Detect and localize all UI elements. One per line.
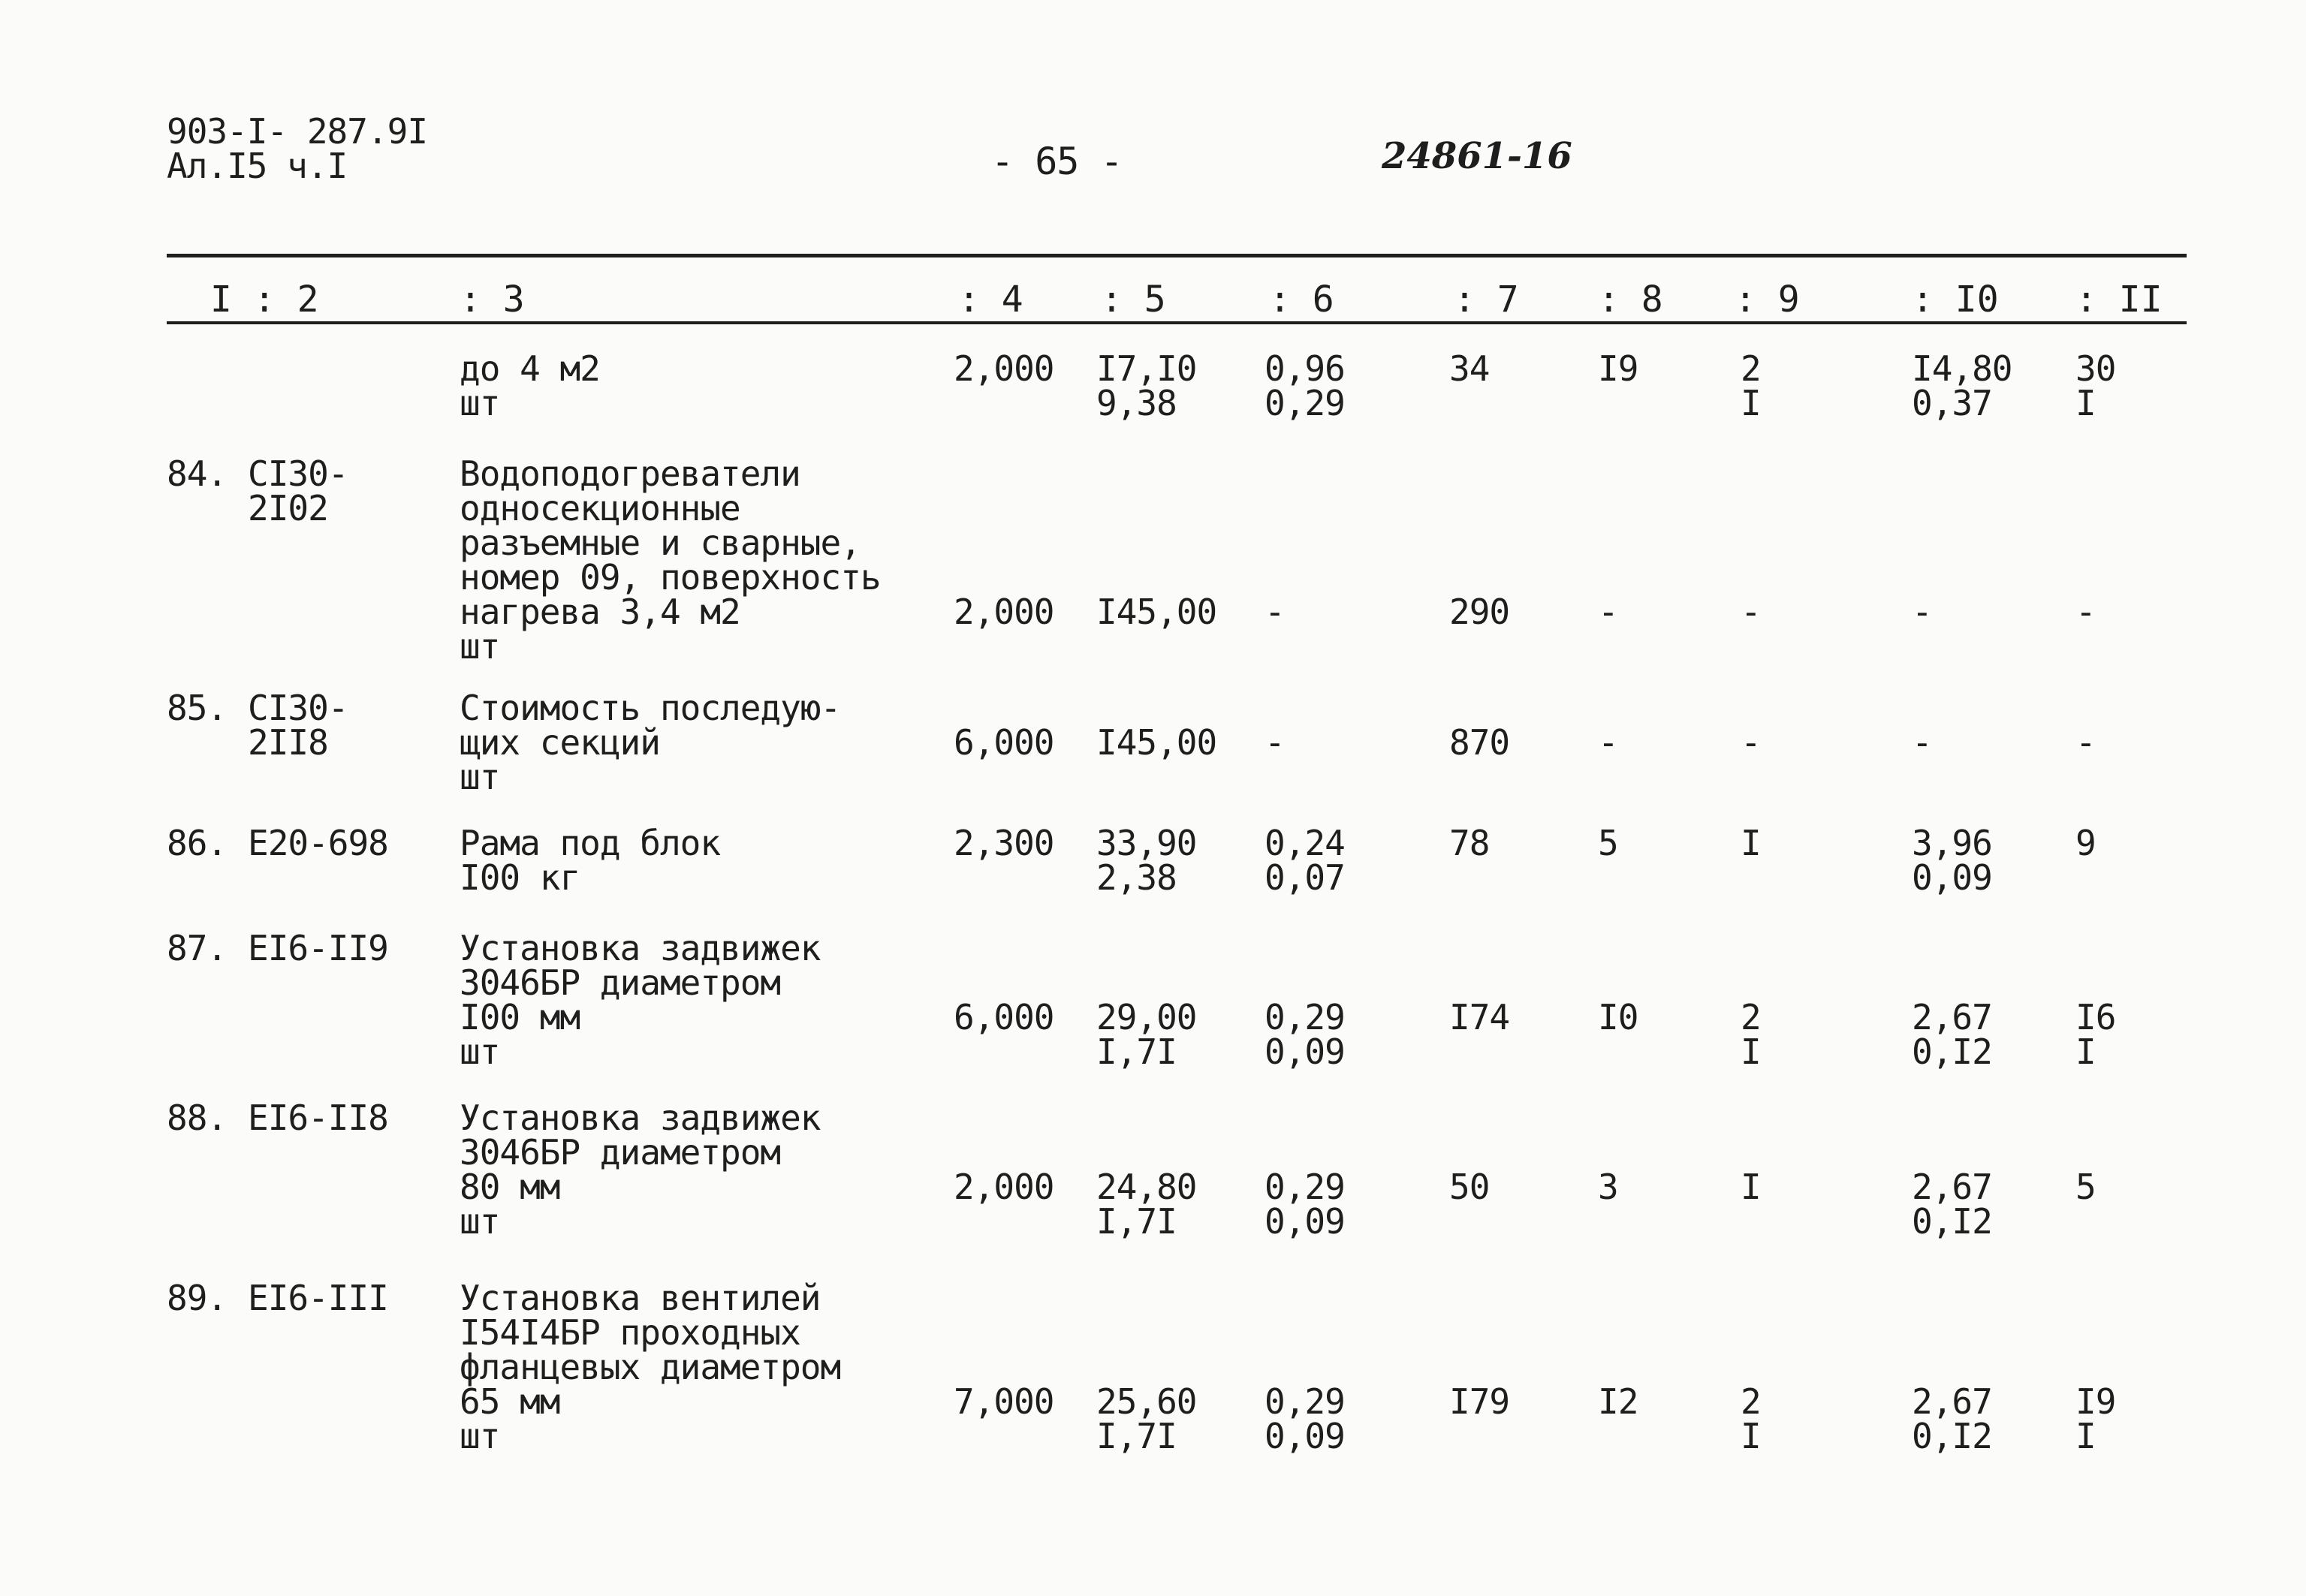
cell-col8 (1598, 1381, 1638, 1422)
cell-col6-line: 0,07 (1265, 857, 1345, 898)
cell-quantity (954, 722, 1054, 763)
cell-col8-line: - (1598, 592, 1618, 632)
cell-col7-line: 870 (1449, 722, 1510, 763)
cell-quantity (954, 348, 1054, 389)
cell-col9 (1741, 1381, 1761, 1456)
column-header-8: : 8 (1598, 279, 1663, 321)
row-code-line: E20-698 (248, 823, 388, 863)
cell-quantity-line: 2,000 (954, 592, 1054, 632)
cell-col11 (2075, 1167, 2096, 1207)
cell-col7 (1449, 997, 1510, 1037)
cell-col10-line: - (1912, 592, 1932, 632)
row-code-line: EI6-II9 (248, 928, 388, 968)
cell-col6-line: 0,09 (1265, 1031, 1345, 1072)
cell-col7 (1449, 1167, 1490, 1207)
cell-col7 (1449, 722, 1510, 763)
cell-col10 (1912, 1167, 1992, 1242)
cell-col6 (1265, 1381, 1345, 1456)
cell-col5 (1096, 348, 1197, 423)
cell-col6-line: 0,96 (1265, 348, 1345, 389)
row-code-line: 2II8 (248, 722, 328, 763)
row-description (460, 348, 600, 423)
cell-col6-line: 0,29 (1265, 1167, 1345, 1207)
cell-col6-line: 0,29 (1265, 997, 1345, 1037)
cell-col5-line: 29,00 (1096, 997, 1197, 1037)
row-code (248, 688, 348, 763)
cell-col11 (2075, 1381, 2116, 1456)
cell-col10 (1912, 1381, 1992, 1456)
cell-col9-line: - (1741, 722, 1761, 763)
row-description-line: номер 09, поверхность (460, 557, 881, 598)
cell-col6-line: 0,09 (1265, 1201, 1345, 1242)
cell-col6-line: 0,09 (1265, 1416, 1345, 1456)
cell-col5-line: 24,80 (1096, 1167, 1197, 1207)
cell-col6 (1265, 823, 1345, 898)
cell-quantity (954, 823, 1054, 863)
cell-col9 (1741, 997, 1761, 1072)
cell-quantity (954, 1167, 1054, 1207)
cell-quantity (954, 592, 1054, 632)
cell-col6 (1265, 1167, 1345, 1242)
cell-col8-line: 5 (1598, 823, 1618, 863)
cell-col6-line: 0,29 (1265, 1381, 1345, 1422)
cell-col5 (1096, 997, 1197, 1072)
row-code (248, 1278, 388, 1318)
handwritten-reference: 24861-16 (1382, 135, 1572, 177)
album-reference: Ал.I5 ч.I (167, 146, 348, 186)
row-description-line: 3046БР диаметром (460, 1132, 781, 1173)
cell-col6-line: - (1265, 592, 1285, 632)
cell-quantity-line: 2,300 (954, 823, 1054, 863)
cell-quantity-line: 2,000 (954, 348, 1054, 389)
cell-col5 (1096, 1167, 1197, 1242)
row-code-line: EI6-III (248, 1278, 388, 1318)
cell-col7 (1449, 823, 1490, 863)
row-number-line: 88. (167, 1098, 228, 1138)
document-code: 903-I- 287.9I (167, 111, 428, 152)
cell-col5-line: 25,60 (1096, 1381, 1197, 1422)
cell-col10 (1912, 592, 1932, 632)
cell-col5-line: 9,38 (1096, 383, 1177, 423)
cell-col6-line: 0,29 (1265, 383, 1345, 423)
cell-col8 (1598, 1167, 1618, 1207)
cell-col5-line: 33,90 (1096, 823, 1197, 863)
cell-col5-line: I,7I (1096, 1201, 1177, 1242)
cell-col11-line: I (2075, 1031, 2096, 1072)
cell-col10-line: 0,I2 (1912, 1416, 1992, 1456)
cell-col10-line: 2,67 (1912, 1381, 1992, 1422)
row-description-line: шт (460, 1031, 500, 1072)
cell-col8 (1598, 997, 1638, 1037)
cell-col6 (1265, 592, 1285, 632)
row-number (167, 823, 228, 863)
row-description-line: щих секций (460, 722, 660, 763)
cell-col7-line: 290 (1449, 592, 1510, 632)
row-code-line: EI6-II8 (248, 1098, 388, 1138)
row-description (460, 688, 841, 797)
cell-col6-line: - (1265, 722, 1285, 763)
row-code (248, 1098, 388, 1138)
page-number: - 65 - (991, 140, 1123, 183)
cell-col10 (1912, 823, 1992, 898)
cell-col11 (2075, 592, 2096, 632)
row-code (248, 823, 388, 863)
cell-col11-line: 5 (2075, 1167, 2096, 1207)
cell-col7 (1449, 592, 1510, 632)
row-code (248, 928, 388, 968)
cell-col8 (1598, 722, 1618, 763)
row-number-line: 85. (167, 688, 228, 728)
row-description (460, 453, 881, 667)
cell-col9-line: I (1741, 1031, 1761, 1072)
cell-quantity-line: 6,000 (954, 722, 1054, 763)
row-description (460, 1278, 841, 1456)
cell-col5-line: I7,I0 (1096, 348, 1197, 389)
cell-col6 (1265, 997, 1345, 1072)
top-rule (167, 254, 2187, 257)
cell-col10-line: 2,67 (1912, 997, 1992, 1037)
cell-col5-line: I45,00 (1096, 722, 1217, 763)
cell-col9-line: 2 (1741, 997, 1761, 1037)
cell-col8-line: I9 (1598, 348, 1638, 389)
cell-col8 (1598, 348, 1638, 389)
cell-col9-line: I (1741, 1167, 1761, 1207)
row-description-line: 3046БР диаметром (460, 962, 781, 1003)
row-number (167, 1098, 228, 1138)
row-description-line: разъемные и сварные, (460, 522, 861, 563)
row-code-line: 2I02 (248, 488, 328, 528)
row-code-line: CI30- (248, 453, 348, 494)
row-description-line: I00 мм (460, 997, 580, 1037)
row-description-line: Рама под блок (460, 823, 721, 863)
cell-col7 (1449, 348, 1490, 389)
cell-col10-line: - (1912, 722, 1932, 763)
cell-col8-line: I0 (1598, 997, 1638, 1037)
cell-col7-line: I79 (1449, 1381, 1510, 1422)
column-header-7: : 7 (1454, 279, 1519, 321)
cell-col6 (1265, 348, 1345, 423)
cell-col5-line: I,7I (1096, 1416, 1177, 1456)
row-description-line: I54I4БР проходных (460, 1312, 800, 1353)
column-header-10: : I0 (1912, 279, 1999, 321)
cell-col8-line: I2 (1598, 1381, 1638, 1422)
cell-col9 (1741, 823, 1761, 863)
cell-quantity (954, 1381, 1054, 1422)
row-description-line: шт (460, 1416, 500, 1456)
cell-col9 (1741, 592, 1761, 632)
cell-quantity-line: 2,000 (954, 1167, 1054, 1207)
cell-col9-line: - (1741, 592, 1761, 632)
cell-col5 (1096, 722, 1217, 763)
cell-col10-line: I4,80 (1912, 348, 2012, 389)
cell-col6-line: 0,24 (1265, 823, 1345, 863)
cell-col5-line: 2,38 (1096, 857, 1177, 898)
row-number-line: 87. (167, 928, 228, 968)
cell-col9 (1741, 722, 1761, 763)
cell-col9-line: I (1741, 383, 1761, 423)
cell-col6 (1265, 722, 1285, 763)
row-description-line: 65 мм (460, 1381, 560, 1422)
cell-col11-line: I (2075, 383, 2096, 423)
cell-col10-line: 0,09 (1912, 857, 1992, 898)
cell-col11-line: I (2075, 1416, 2096, 1456)
cell-col10 (1912, 722, 1932, 763)
row-description-line: I00 кг (460, 857, 580, 898)
row-number-line: 84. (167, 453, 228, 494)
cell-col7-line: 34 (1449, 348, 1490, 389)
row-description-line: Стоимость последую- (460, 688, 841, 728)
row-description-line: шт (460, 1201, 500, 1242)
row-number (167, 453, 228, 494)
column-header-11: : II (2075, 279, 2163, 321)
cell-col8 (1598, 823, 1618, 863)
row-description-line: шт (460, 626, 500, 667)
cell-col5 (1096, 592, 1217, 632)
header-rule (167, 321, 2187, 324)
row-number-line: 89. (167, 1278, 228, 1318)
cell-col9 (1741, 1167, 1761, 1207)
cell-col10-line: 0,37 (1912, 383, 1992, 423)
row-description-line: шт (460, 757, 500, 797)
cell-col5-line: I45,00 (1096, 592, 1217, 632)
cell-col10 (1912, 997, 1992, 1072)
cell-col11-line: 9 (2075, 823, 2096, 863)
cell-quantity-line: 6,000 (954, 997, 1054, 1037)
row-description (460, 1098, 821, 1242)
cell-col11-line: I6 (2075, 997, 2116, 1037)
cell-col8 (1598, 592, 1618, 632)
cell-col11 (2075, 997, 2116, 1072)
column-header-9: : 9 (1735, 279, 1800, 321)
cell-col10-line: 0,I2 (1912, 1201, 1992, 1242)
cell-col11 (2075, 348, 2116, 423)
cell-col9-line: I (1741, 1416, 1761, 1456)
row-description-line: нагрева 3,4 м2 (460, 592, 740, 632)
cell-col11-line: - (2075, 722, 2096, 763)
cell-col10-line: 2,67 (1912, 1167, 1992, 1207)
cell-col5 (1096, 1381, 1197, 1456)
row-code-line: CI30- (248, 688, 348, 728)
row-number (167, 928, 228, 968)
cell-col11-line: - (2075, 592, 2096, 632)
row-code (248, 453, 348, 528)
cell-col5 (1096, 823, 1197, 898)
row-description-line: Установка задвижек (460, 1098, 821, 1138)
cell-col9 (1741, 348, 1761, 423)
column-header-3: : 3 (460, 279, 525, 321)
cell-col11-line: 30 (2075, 348, 2116, 389)
row-description-line: до 4 м2 (460, 348, 600, 389)
cell-col9-line: 2 (1741, 348, 1761, 389)
row-number-line: 86. (167, 823, 228, 863)
cell-col11-line: I9 (2075, 1381, 2116, 1422)
cell-col11 (2075, 722, 2096, 763)
cell-col8-line: - (1598, 722, 1618, 763)
row-number (167, 1278, 228, 1318)
row-description-line: 80 мм (460, 1167, 560, 1207)
cell-col7-line: I74 (1449, 997, 1510, 1037)
cell-col7-line: 50 (1449, 1167, 1490, 1207)
column-header-1-2: I : 2 (210, 279, 319, 321)
row-number (167, 688, 228, 728)
cell-col7-line: 78 (1449, 823, 1490, 863)
column-header-6: : 6 (1269, 279, 1334, 321)
row-description-line: Установка задвижек (460, 928, 821, 968)
row-description-line: Водоподогреватели (460, 453, 800, 494)
cell-col9-line: I (1741, 823, 1761, 863)
cell-col7 (1449, 1381, 1510, 1422)
cell-col10 (1912, 348, 2012, 423)
row-description (460, 928, 821, 1072)
row-description-line: односекционные (460, 488, 740, 528)
row-description-line: Установка вентилей (460, 1278, 821, 1318)
cell-quantity (954, 997, 1054, 1037)
cell-col10-line: 0,I2 (1912, 1031, 1992, 1072)
row-description-line: шт (460, 383, 500, 423)
row-description-line: фланцевых диаметром (460, 1347, 841, 1387)
row-description (460, 823, 721, 898)
cell-col5-line: I,7I (1096, 1031, 1177, 1072)
column-header-5: : 5 (1101, 279, 1166, 321)
cell-col8-line: 3 (1598, 1167, 1618, 1207)
cell-col11 (2075, 823, 2096, 863)
cell-col10-line: 3,96 (1912, 823, 1992, 863)
cell-quantity-line: 7,000 (954, 1381, 1054, 1422)
column-header-4: : 4 (958, 279, 1023, 321)
cell-col9-line: 2 (1741, 1381, 1761, 1422)
